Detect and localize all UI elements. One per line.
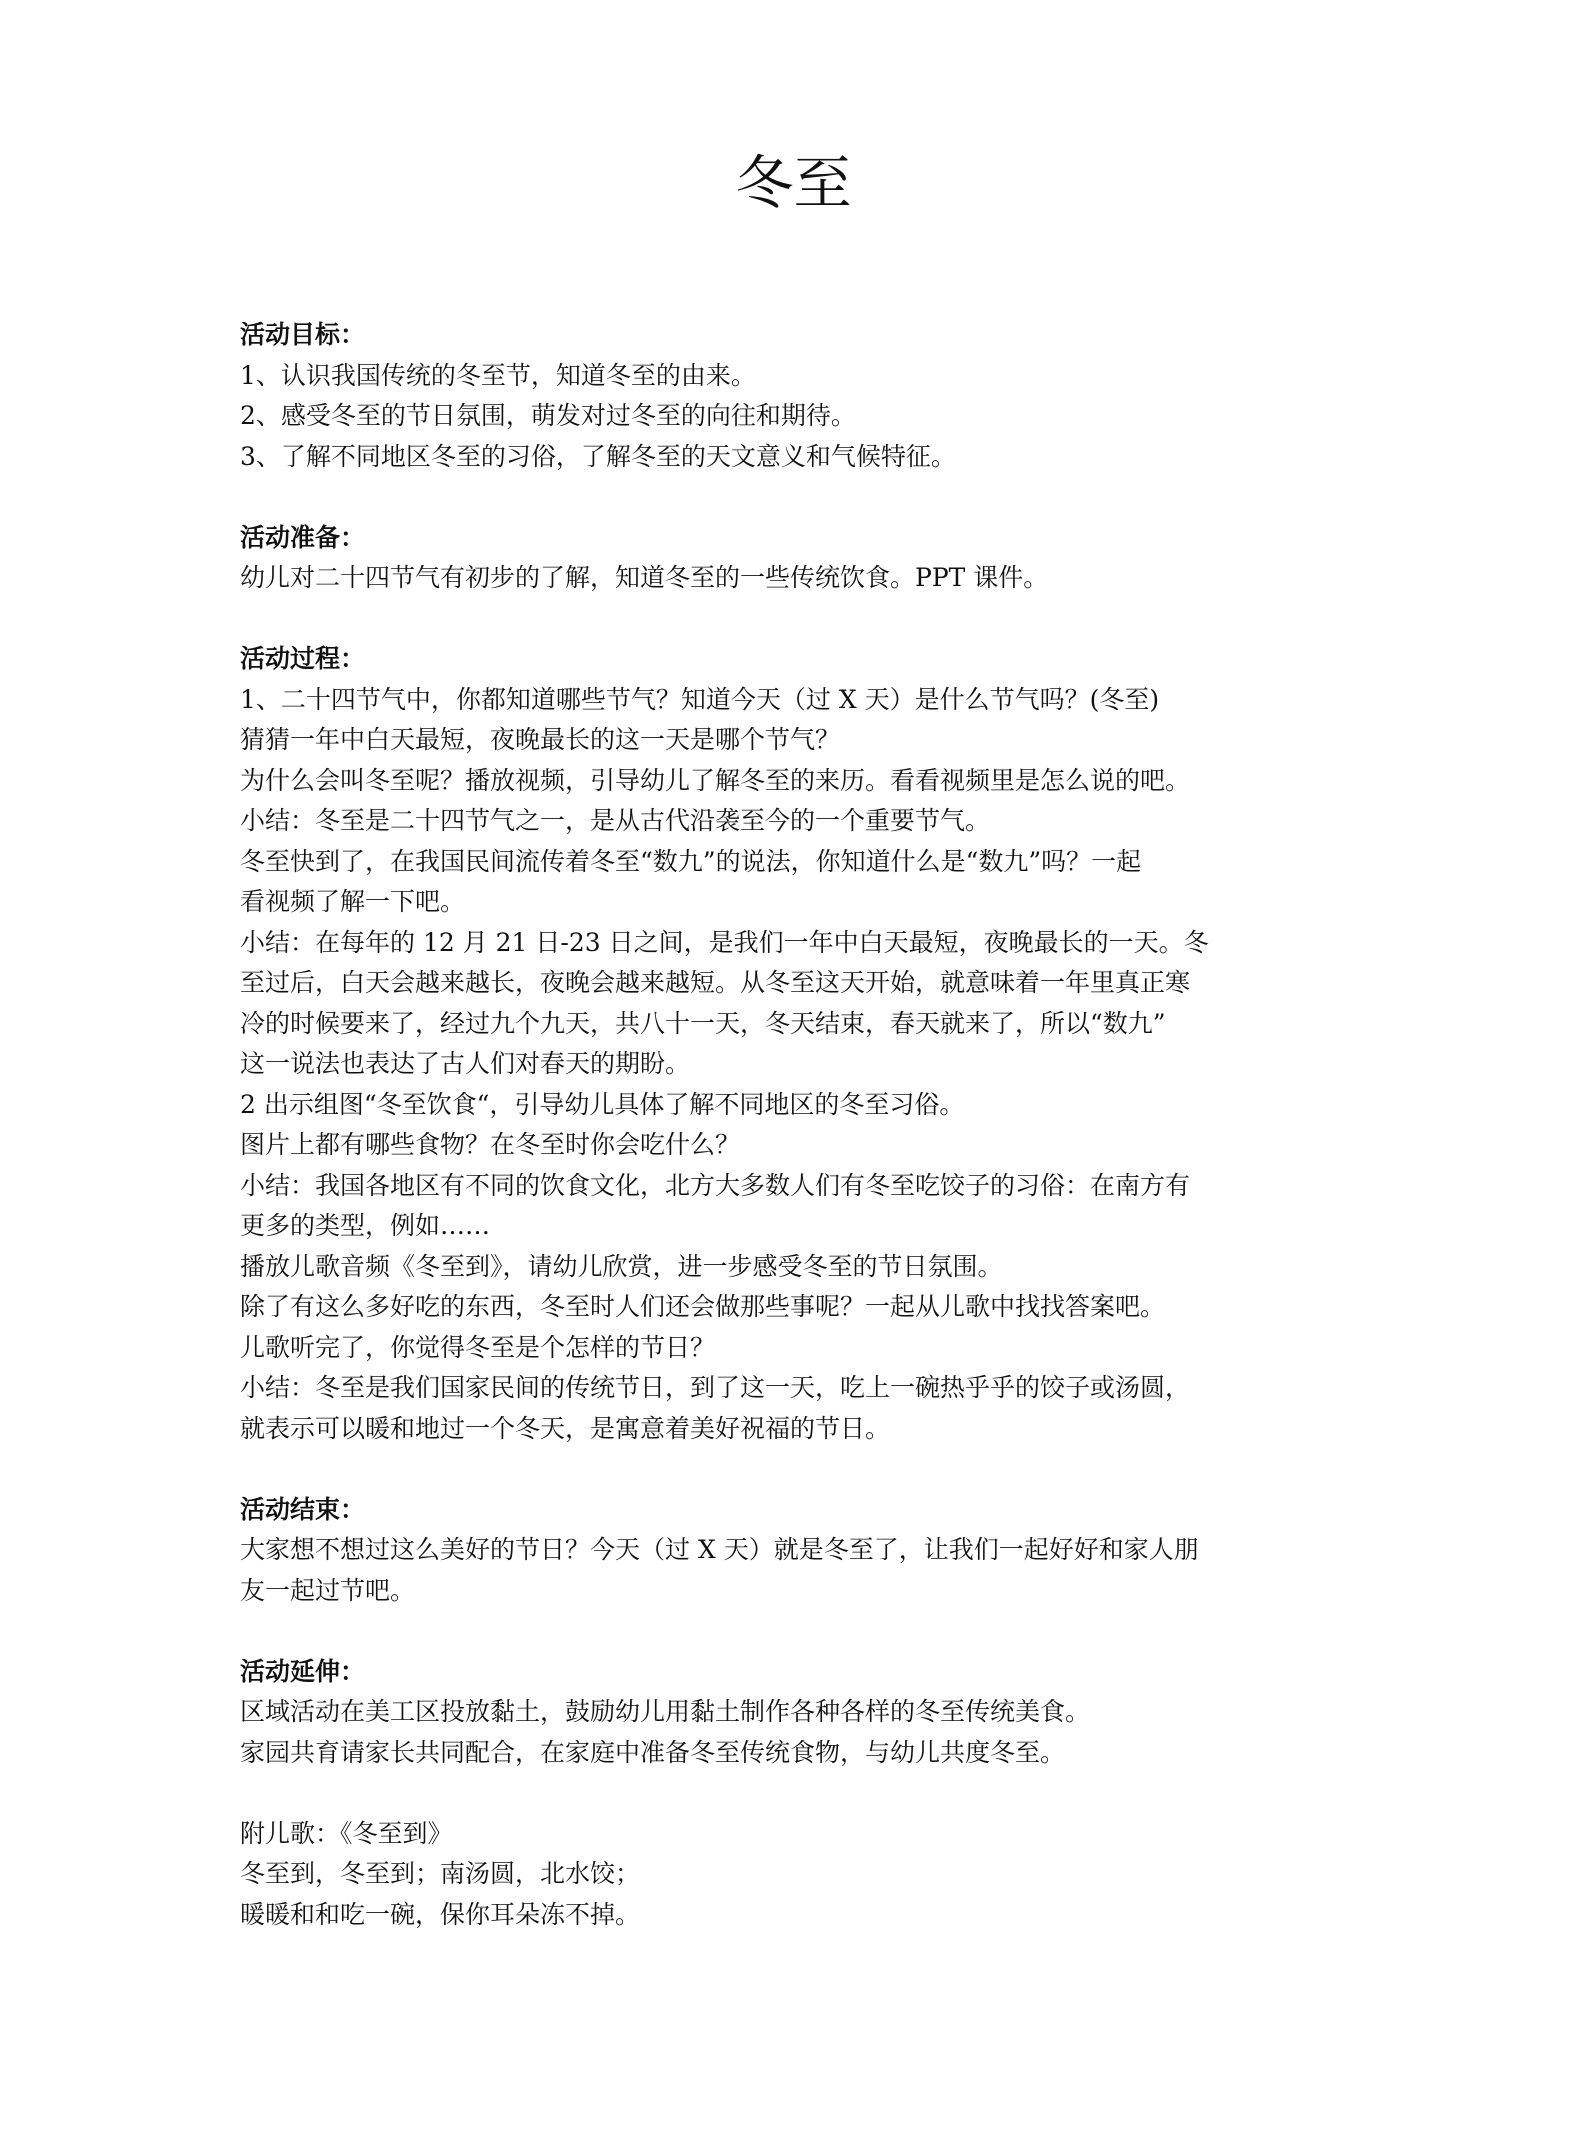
paragraph-line: 家园共育请家长共同配合，在家庭中准备冬至传统食物，与幼儿共度冬至。 bbox=[240, 1737, 1066, 1767]
paragraph-line: 就表示可以暖和地过一个冬天，是寓意着美好祝福的节日。 bbox=[240, 1413, 891, 1443]
song-line: 冬至到，冬至到；南汤圆，北水饺； bbox=[240, 1859, 641, 1888]
section-heading: 活动延伸： bbox=[240, 1656, 366, 1686]
paragraph-line: 至过后，白天会越来越长，夜晚会越来越短。从冬至这天开始，就意味着一年里真正寒 bbox=[240, 968, 1191, 997]
page-title: 冬至 bbox=[735, 149, 852, 217]
paragraph-line: 1、二十四节气中，你都知道哪些节气？知道今天（过 X 天）是什么节气吗？(冬至) bbox=[240, 684, 1160, 714]
paragraph-line: 更多的类型，例如…… bbox=[240, 1211, 491, 1240]
document-body bbox=[240, 315, 1360, 1976]
paragraph-line: 友一起过节吧。 bbox=[240, 1575, 416, 1605]
section-heading: 活动目标： bbox=[240, 320, 366, 349]
paragraph-line: 小结：在每年的 12 月 21 日-23 日之间，是我们一年中白天最短，夜晚最长的一天。冬 bbox=[240, 927, 1209, 957]
goal-item: 2、感受冬至的节日氛围，萌发对过冬至的向往和期待。 bbox=[240, 401, 856, 430]
goal-item: 3、了解不同地区冬至的习俗，了解冬至的天文意义和气候特征。 bbox=[240, 441, 956, 471]
paragraph-line: 小结：冬至是二十四节气之一，是从古代沿袭至今的一个重要节气。 bbox=[240, 806, 991, 835]
paragraph-line: 幼儿对二十四节气有初步的了解，知道冬至的一些传统饮食。PPT 课件。 bbox=[240, 563, 1049, 592]
paragraph-line: 冬至快到了，在我国民间流传着冬至“数九”的说法，你知道什么是“数九”吗？一起 bbox=[240, 846, 1142, 876]
paragraph-line: 这一说法也表达了古人们对春天的期盼。 bbox=[240, 1049, 691, 1078]
section-heading: 活动结束： bbox=[240, 1494, 366, 1524]
paragraph-line: 为什么会叫冬至呢？播放视频，引导幼儿了解冬至的来历。看看视频里是怎么说的吧。 bbox=[240, 765, 1191, 795]
paragraph-line: 图片上都有哪些食物？在冬至时你会吃什么？ bbox=[240, 1130, 741, 1159]
paragraph-line: 播放儿歌音频《冬至到》，请幼儿欣赏，进一步感受冬至的节日氛围。 bbox=[240, 1251, 1003, 1281]
section-heading: 活动准备： bbox=[240, 522, 366, 552]
paragraph-line: 看视频了解一下吧。 bbox=[240, 887, 466, 916]
song-line: 暖暖和和吃一碗，保你耳朵冻不掉。 bbox=[240, 1899, 641, 1929]
paragraph-line: 冷的时候要来了，经过九个九天，共八十一天，冬天结束，春天就来了，所以“数九” bbox=[240, 1008, 1166, 1038]
paragraph-line: 区域活动在美工区投放黏土，鼓励幼儿用黏土制作各种各样的冬至传统美食。 bbox=[240, 1697, 1091, 1726]
appendix-song bbox=[240, 1814, 1360, 1936]
paragraph-line: 小结：我国各地区有不同的饮食文化，北方大多数人们有冬至吃饺子的习俗：在南方有 bbox=[240, 1170, 1191, 1200]
section-heading: 活动过程： bbox=[240, 644, 366, 673]
paragraph-line: 儿歌听完了，你觉得冬至是个怎样的节日？ bbox=[240, 1332, 716, 1362]
paragraph-line: 猜猜一年中白天最短，夜晚最长的这一天是哪个节气？ bbox=[240, 725, 841, 754]
section-activity-goals bbox=[240, 315, 1360, 477]
appendix-heading: 附儿歌：《冬至到》 bbox=[240, 1818, 453, 1848]
section-activity-process bbox=[240, 639, 1360, 1449]
paragraph-line: 大家想不想过这么美好的节日？今天（过 X 天）就是冬至了，让我们一起好好和家人朋 bbox=[240, 1535, 1199, 1564]
paragraph-line: 2 出示组图“冬至饮食“，引导幼儿具体了解不同地区的冬至习俗。 bbox=[240, 1089, 965, 1119]
goal-item: 1、认识我国传统的冬至节，知道冬至的由来。 bbox=[240, 360, 756, 390]
paragraph-line: 小结：冬至是我们国家民间的传统节日，到了这一天，吃上一碗热乎乎的饺子或汤圆， bbox=[240, 1373, 1191, 1402]
paragraph-line: 除了有这么多好吃的东西，冬至时人们还会做那些事呢？一起从儿歌中找找答案吧。 bbox=[240, 1292, 1166, 1321]
section-activity-preparation bbox=[240, 518, 1360, 599]
section-activity-ending bbox=[240, 1490, 1360, 1612]
section-activity-extension bbox=[240, 1652, 1360, 1774]
